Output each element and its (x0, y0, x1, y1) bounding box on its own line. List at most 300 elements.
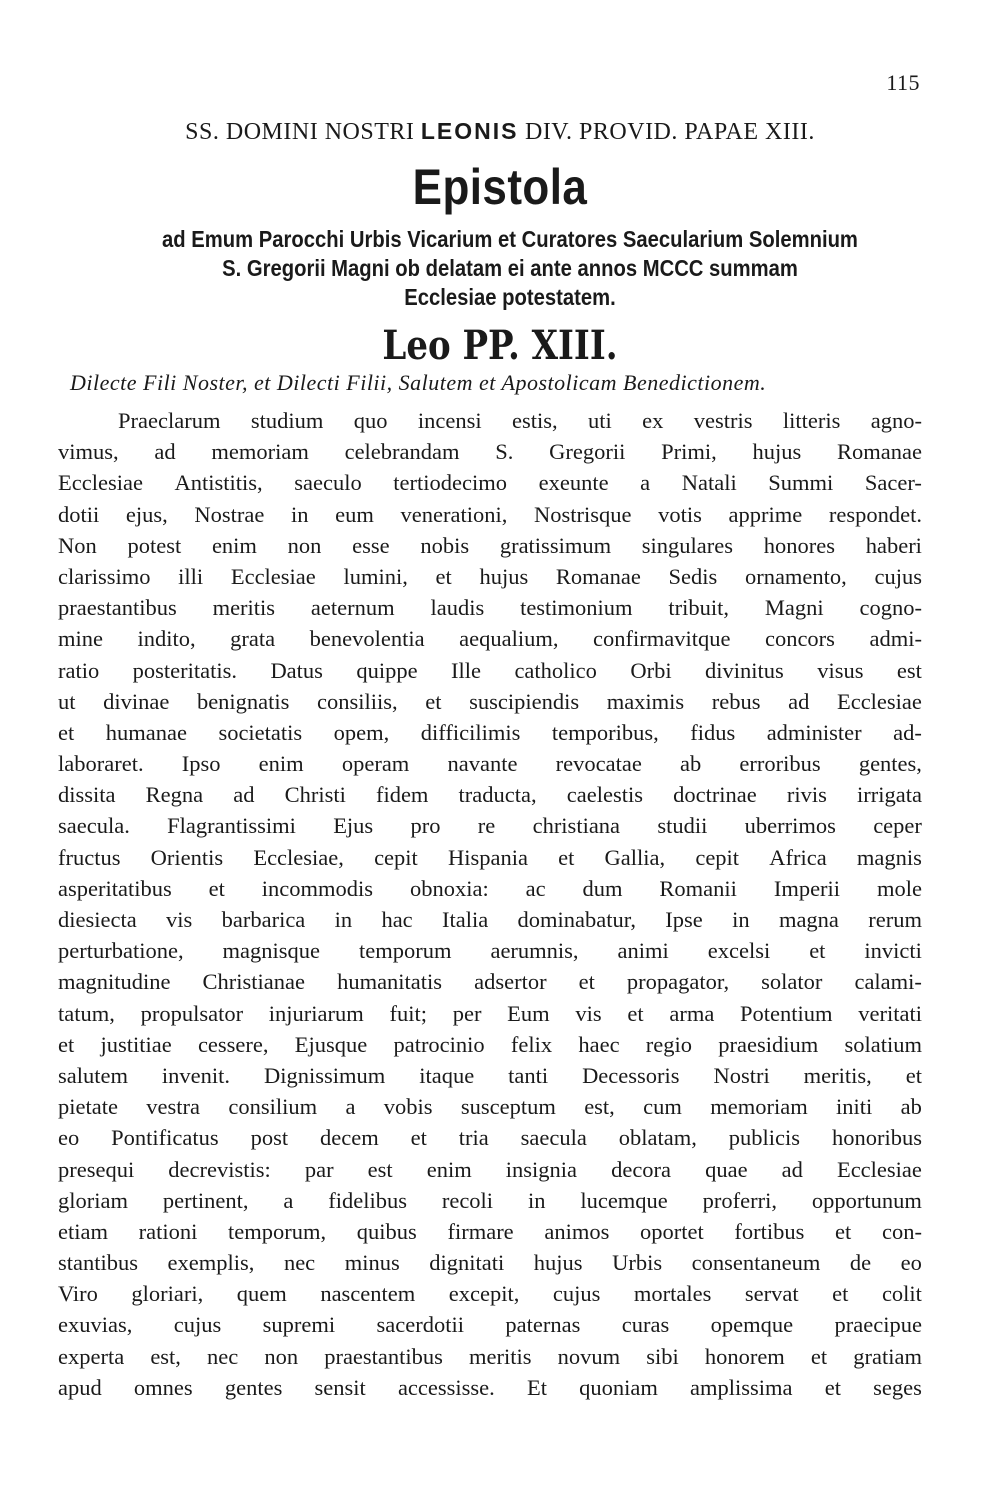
body-word: initi (836, 1094, 873, 1120)
document-subtitle (96, 225, 923, 312)
body-word: potest (127, 532, 182, 558)
body-word: Sedis (668, 563, 718, 589)
body-word: publicis (728, 1125, 801, 1151)
body-word: respondet. (828, 501, 922, 527)
body-word: Ecclesiae (836, 688, 922, 714)
body-word: cogno- (859, 595, 922, 621)
body-word: nec (207, 1343, 239, 1369)
body-word: erroribus (739, 751, 821, 777)
body-word: tria (458, 1125, 489, 1151)
body-word: insignia (505, 1156, 578, 1182)
body-word: benignatis (196, 688, 290, 714)
body-word: apud (58, 1374, 102, 1400)
body-word: gratissimum (499, 532, 612, 558)
body-word: et (208, 875, 225, 901)
body-word: exeunte (538, 470, 609, 496)
heading-suffix: DIV. PROVID. PAPAE XIII. (524, 119, 815, 145)
body-word: et (905, 1062, 922, 1088)
body-word: rivis (786, 782, 827, 808)
body-word: ex (642, 408, 664, 433)
body-line (58, 935, 922, 966)
body-word: ratio (58, 657, 100, 683)
body-word: humanitatis (337, 969, 443, 995)
body-word: fidem (375, 782, 429, 808)
body-word: decem (319, 1125, 379, 1151)
body-word: laboraret. (58, 751, 144, 777)
body-word: ac (525, 875, 546, 901)
salutation: Dilecte Fili Noster, et Dilecti Filii, Salutem et Apostolicam Benedictionem. (70, 370, 767, 395)
body-word: recoli (441, 1187, 494, 1213)
body-word: revocatae (555, 751, 642, 777)
body-word: rebus (711, 688, 761, 714)
subtitle-line: S. Gregorii Magni ob delatam ei ante annos MCCC summam (222, 255, 798, 281)
body-line (58, 779, 922, 810)
body-word: Orbi (630, 657, 672, 683)
body-word: testimonium (520, 595, 633, 621)
body-word: salutem (58, 1062, 128, 1088)
body-word: opemque (710, 1312, 794, 1338)
body-word: singulares (641, 532, 734, 558)
body-word: lumini, (343, 563, 408, 589)
body-word: itaque (419, 1062, 475, 1088)
heading-prefix: SS. DOMINI NOSTRI (185, 119, 415, 145)
body-word: Potentium (740, 1000, 833, 1026)
body-word: nec (283, 1250, 316, 1276)
body-word: fuit; (389, 1000, 427, 1026)
body-word: difficilimis (420, 719, 521, 745)
body-word: ad (233, 782, 255, 808)
body-word: magnitudine (58, 969, 171, 995)
body-word: a (345, 1094, 356, 1120)
body-word: praesidium (718, 1031, 819, 1057)
body-word: asperitatibus (58, 875, 172, 901)
body-word: invenit. (161, 1062, 231, 1088)
body-word: cessere, (197, 1031, 269, 1057)
body-word: sibi (646, 1343, 679, 1369)
body-word: excelsi (707, 938, 771, 964)
body-word: cum (643, 1094, 682, 1120)
body-line (58, 499, 922, 530)
body-line (58, 810, 922, 841)
body-word: consiliis, (317, 688, 398, 714)
body-word: Nostrisque (533, 501, 632, 527)
heading-leonis: LEONIS (420, 118, 519, 144)
body-word: tanti (508, 1062, 549, 1088)
body-word: Orientis (150, 844, 224, 870)
body-word: praecipue (834, 1312, 922, 1338)
body-word: Magni (764, 595, 824, 621)
body-word: rerum (868, 907, 922, 932)
body-word: memoriam (710, 1094, 808, 1120)
body-word: Natali (681, 470, 737, 496)
body-word: Antistitis, (174, 470, 263, 496)
body-word: dotii (58, 501, 100, 527)
body-word: gentes, (858, 751, 922, 777)
body-word: seges (873, 1374, 922, 1400)
body-word: Ipse (665, 907, 703, 932)
body-word: Italia (441, 907, 489, 932)
body-word: par (304, 1156, 334, 1182)
body-word: Christianae (202, 969, 306, 995)
body-word: operam (341, 751, 410, 777)
body-word: gentes (224, 1374, 283, 1400)
body-line (58, 842, 922, 873)
body-word: minus (344, 1250, 400, 1276)
body-word: gloriam (58, 1187, 128, 1213)
body-word: Romanii (659, 875, 737, 901)
body-word: etiam (58, 1218, 108, 1244)
body-word: sacerdotii (376, 1312, 464, 1338)
body-word: studium (250, 408, 324, 433)
body-word: solator (761, 969, 823, 995)
body-word: illi (178, 563, 204, 589)
body-word: diesiecta (58, 907, 137, 932)
body-word: vis (575, 1000, 602, 1026)
body-word: in (334, 907, 353, 932)
body-word: haec (578, 1031, 620, 1057)
body-word: saecula. (58, 813, 130, 839)
body-word: de (849, 1250, 872, 1276)
body-word: Decessoris (582, 1062, 680, 1088)
body-word: honoribus (831, 1125, 922, 1151)
body-word: patrocinio (393, 1031, 485, 1057)
body-word: non (287, 532, 322, 558)
body-word: hac (381, 907, 413, 932)
body-word: administer (766, 719, 862, 745)
body-word: eo (58, 1125, 80, 1151)
body-word: traducta, (458, 782, 537, 808)
body-word: saeculo (294, 470, 362, 496)
body-word: Ipso (181, 751, 221, 777)
body-word: societatis (218, 719, 303, 745)
body-word: opem, (333, 719, 390, 745)
body-word: in (291, 501, 309, 527)
body-word: visus (817, 657, 864, 683)
body-word: gratiam (853, 1343, 922, 1369)
body-word: ab (679, 751, 702, 777)
body-word: praestantibus (324, 1343, 443, 1369)
body-word: ab (900, 1094, 922, 1120)
body-word: meritis (469, 1343, 532, 1369)
body-word: temporum (359, 938, 452, 964)
body-word: uberrimos (744, 813, 836, 839)
body-word: animos (544, 1218, 610, 1244)
body-word: vestra (146, 1094, 201, 1120)
body-word: cujus (173, 1312, 222, 1338)
body-word: Dignissimum (263, 1062, 386, 1088)
body-word: Flagrantissimi (167, 813, 296, 839)
body-word: novum (557, 1343, 621, 1369)
body-word: lucemque (580, 1187, 668, 1213)
body-word: et (810, 1343, 828, 1369)
body-word: caelestis (566, 782, 643, 808)
body-line (58, 467, 922, 498)
body-word: dum (582, 875, 623, 901)
body-line (58, 1154, 922, 1185)
body-word: quippe (356, 657, 418, 683)
body-line (58, 1060, 922, 1091)
body-word: navante (447, 751, 518, 777)
body-word: pertinent, (162, 1187, 249, 1213)
body-word: est (896, 657, 922, 683)
body-word: arma (669, 1000, 715, 1026)
body-word: suscipiendis (469, 688, 580, 714)
body-word: perturbatione, (58, 938, 184, 964)
body-word: quo (353, 408, 388, 433)
body-line (58, 1091, 922, 1122)
body-word: divinitus (705, 657, 784, 683)
body-word: humanae (105, 719, 187, 745)
body-word: supremi (262, 1312, 336, 1338)
body-line (58, 530, 922, 561)
body-word: et (809, 938, 826, 964)
body-word: aeternum (310, 595, 395, 621)
letter-body (58, 405, 922, 1403)
body-word: grata (230, 626, 276, 652)
body-word: presequi (58, 1156, 135, 1182)
body-word: ad (781, 1156, 803, 1182)
body-word: Primi, (661, 439, 717, 465)
body-word: accessisse. (397, 1374, 495, 1400)
body-word: benevolentia (309, 626, 425, 652)
body-word: honorem (704, 1343, 785, 1369)
body-word: quibus (356, 1218, 417, 1244)
body-word: a (283, 1187, 294, 1213)
body-word: pietate (58, 1094, 118, 1120)
body-word: paternas (505, 1312, 581, 1338)
body-word: Summi (768, 470, 834, 496)
body-word: regio (645, 1031, 693, 1057)
body-word: honores (763, 532, 835, 558)
body-word: celebrandam (344, 439, 460, 465)
body-word: veritati (858, 1000, 922, 1026)
body-word: Romanae (555, 563, 641, 589)
body-word: per (452, 1000, 482, 1026)
body-word: agno- (870, 408, 922, 433)
body-word: solatium (844, 1031, 922, 1057)
body-word: eo (900, 1250, 922, 1276)
body-word: quem (236, 1281, 287, 1307)
body-word: fructus (58, 844, 121, 870)
body-line (58, 1341, 922, 1372)
body-word: animi (617, 938, 669, 964)
body-word: Praeclarum (118, 408, 221, 433)
body-word: et (435, 563, 452, 589)
body-word: tatum, (58, 1000, 115, 1026)
body-word: amplissima (690, 1374, 793, 1400)
body-word: est, (150, 1343, 181, 1369)
body-word: servat (744, 1281, 799, 1307)
body-word: indito, (137, 626, 196, 652)
body-word: in (732, 907, 750, 932)
body-word: Viro (58, 1281, 98, 1307)
body-word: meritis, (803, 1062, 872, 1088)
body-word: ornamento, (744, 563, 847, 589)
body-word: exuvias, (58, 1312, 133, 1338)
body-word: justitiae (100, 1031, 172, 1057)
body-word: memoriam (211, 439, 309, 465)
body-word: ut (58, 688, 76, 714)
body-line (58, 1122, 922, 1153)
body-word: hujus (479, 563, 529, 589)
body-word: praestantibus (58, 595, 177, 621)
body-word: oblatam, (618, 1125, 697, 1151)
body-word: enim (258, 751, 304, 777)
body-word: christiana (532, 813, 621, 839)
body-word: eum (335, 501, 374, 527)
body-word: temporibus, (551, 719, 659, 745)
body-line (58, 904, 922, 935)
body-word: consilium (228, 1094, 318, 1120)
body-word: Ejus (333, 813, 374, 839)
body-word: apprime (728, 501, 803, 527)
subtitle-line: ad Emum Parocchi Urbis Vicarium et Curatores Saecularium Solemnium (162, 226, 858, 252)
body-word: Africa (769, 844, 827, 870)
body-word: magnis (856, 844, 922, 870)
body-word: susceptum (460, 1094, 556, 1120)
body-word: Ecclesiae (230, 563, 316, 589)
body-line (58, 1309, 922, 1340)
body-word: haberi (865, 532, 922, 558)
body-word: barbarica (221, 907, 306, 932)
body-word: curas (621, 1312, 670, 1338)
body-word: et (425, 688, 442, 714)
body-line (58, 966, 922, 997)
body-word: Sacer- (864, 470, 922, 496)
body-word: vimus, (58, 439, 119, 465)
body-line (58, 1029, 922, 1060)
body-word: estis, (511, 408, 558, 433)
body-word: dignitati (429, 1250, 505, 1276)
body-word: et (58, 1031, 75, 1057)
body-word: enim (211, 532, 257, 558)
body-word: ceper (873, 813, 922, 839)
body-word: Ecclesiae, (253, 844, 344, 870)
body-word: experta (58, 1343, 125, 1369)
body-word: confirmavitque (592, 626, 731, 652)
body-word: pro (410, 813, 441, 839)
body-word: Urbis (612, 1250, 663, 1276)
body-word: ejus, (125, 501, 168, 527)
body-word: cepit (374, 844, 418, 870)
body-word: Gregorii (549, 439, 626, 465)
body-word: admi- (869, 626, 922, 652)
body-word: invicti (864, 938, 922, 964)
body-word: divinae (103, 688, 170, 714)
body-word: stantibus (58, 1250, 139, 1276)
body-line (58, 1216, 922, 1247)
body-word: esse (352, 532, 390, 558)
body-word: et (410, 1125, 427, 1151)
body-word: est (367, 1156, 393, 1182)
body-word: vis (166, 907, 193, 932)
body-word: maximis (606, 688, 685, 714)
body-word: hujus (533, 1250, 583, 1276)
body-word: Christi (284, 782, 346, 808)
body-word: et (832, 1281, 849, 1307)
body-word: gloriari, (131, 1281, 204, 1307)
body-line (58, 655, 922, 686)
body-word: Imperii (773, 875, 841, 901)
body-word: mortales (633, 1281, 712, 1307)
body-word: ad- (893, 719, 922, 745)
body-word: meritis (212, 595, 276, 621)
body-word: clarissimo (58, 563, 151, 589)
document-title: Epistola (412, 159, 588, 215)
body-word: cujus (552, 1281, 601, 1307)
body-word: excepit, (448, 1281, 520, 1307)
body-word: adsertor (474, 969, 547, 995)
body-word: incensi (417, 408, 482, 433)
body-word: litteris (782, 408, 841, 433)
body-word: Ille (451, 657, 482, 683)
body-word: consentaneum (691, 1250, 821, 1276)
body-word: quoniam (579, 1374, 658, 1400)
body-word: propulsator (140, 1000, 244, 1026)
body-word: fidelibus (328, 1187, 407, 1213)
body-line (58, 561, 922, 592)
body-word: cujus (874, 563, 922, 589)
body-word: Nostrae (194, 501, 265, 527)
body-line (58, 717, 922, 748)
body-word: et (835, 1218, 852, 1244)
body-word: Ecclesiae (58, 470, 143, 496)
papal-signature: Leo PP. XIII. (382, 322, 618, 369)
body-word: Eum (507, 1000, 550, 1026)
body-word: Hispania (447, 844, 528, 870)
body-word: in (527, 1187, 546, 1213)
body-line (58, 405, 922, 436)
page-number: 115 (886, 70, 920, 95)
body-word: Romanae (836, 439, 922, 465)
body-word: exemplis, (167, 1250, 255, 1276)
body-word: saecula (520, 1125, 587, 1151)
body-word: quae (705, 1156, 748, 1182)
body-word: incommodis (261, 875, 374, 901)
body-word: rationi (138, 1218, 198, 1244)
body-word: cepit (695, 844, 740, 870)
body-word: uti (587, 408, 612, 433)
body-word: concors (764, 626, 835, 652)
body-word: a (640, 470, 651, 496)
body-word: mole (876, 875, 922, 901)
subtitle-line: Ecclesiae potestatem. (404, 284, 616, 310)
body-word: Non (58, 532, 97, 558)
body-word: decrevistis: (168, 1156, 271, 1182)
body-word: aequalium, (459, 626, 559, 652)
body-word: ad (154, 439, 176, 465)
body-word: Pontificatus (111, 1125, 219, 1151)
body-word: dissita (58, 782, 116, 808)
body-word: vestris (693, 408, 753, 433)
body-word: nobis (420, 532, 470, 558)
body-word: felix (510, 1031, 553, 1057)
body-word: post (250, 1125, 289, 1151)
body-word: fortibus (734, 1218, 805, 1244)
body-line (58, 748, 922, 779)
body-word: votis (658, 501, 702, 527)
body-line (58, 1247, 922, 1278)
body-word: re (477, 813, 496, 839)
body-line (58, 1372, 922, 1403)
body-word: Datus (270, 657, 323, 683)
body-word: hujus (752, 439, 802, 465)
body-word: temporum, (228, 1218, 327, 1244)
body-word: propagator, (626, 969, 730, 995)
body-word: oportet (640, 1218, 704, 1244)
body-word: tertiodecimo (393, 470, 508, 496)
body-word: fidus (690, 719, 736, 745)
